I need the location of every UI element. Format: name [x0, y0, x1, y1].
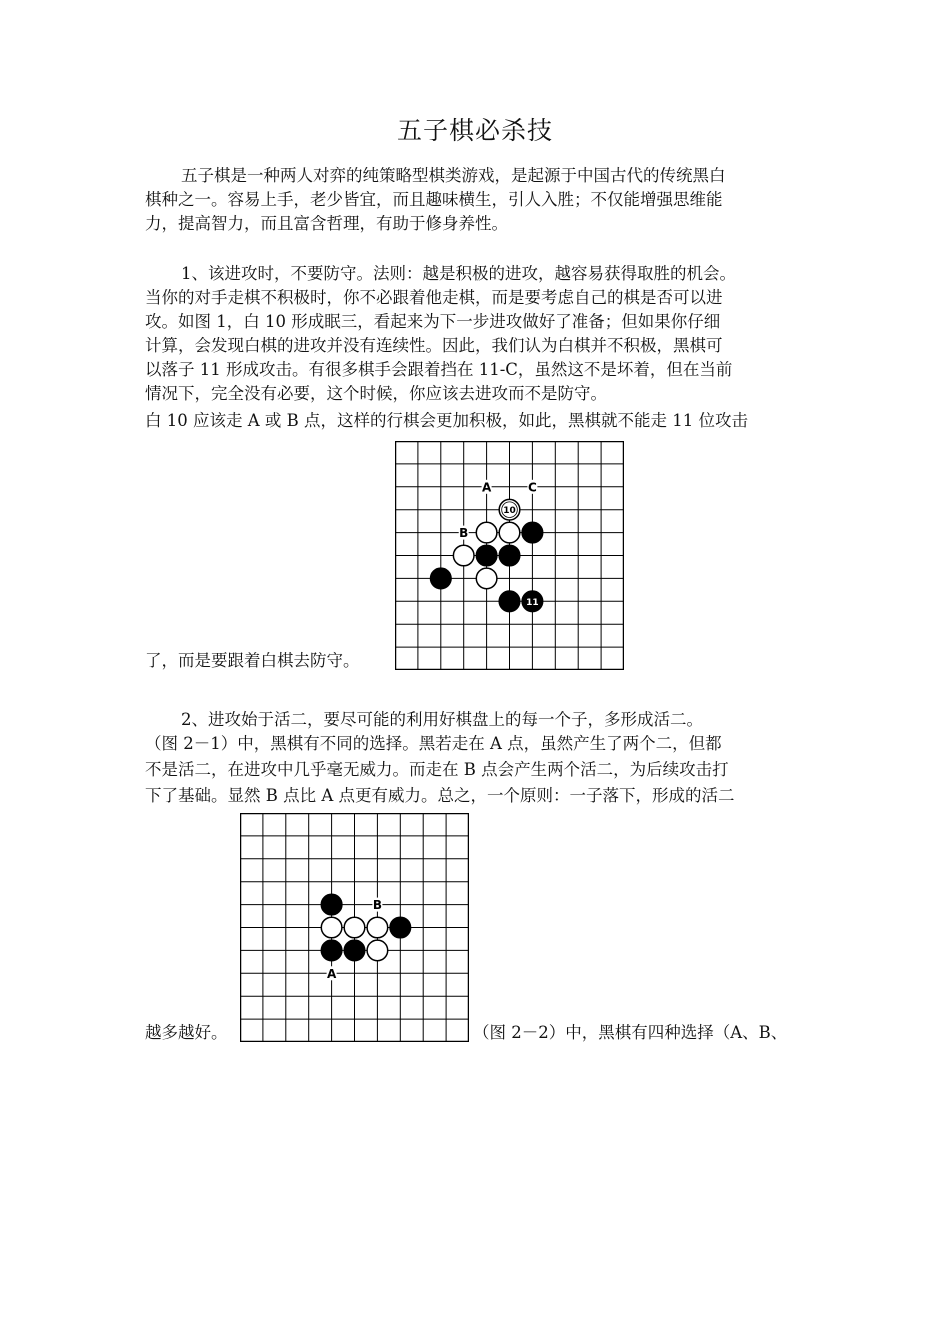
point-mark-c: C	[527, 480, 537, 495]
black-stone	[499, 591, 520, 612]
section1-line-6: 情况下，完全没有必要，这个时候，你应该去进攻而不是防守。	[145, 384, 607, 403]
black-stone	[499, 545, 520, 566]
gomoku-board-figure-2	[240, 813, 469, 1042]
section2-line-6: （图 2－2）中，黑棋有四种选择（A、B、	[473, 1023, 788, 1042]
section2-line-4: 下了基础。显然 B 点比 A 点更有威力。总之，一个原则：一子落下，形成的活二	[145, 786, 735, 805]
document-title: 五子棋必杀技	[396, 116, 553, 145]
black-stone	[476, 545, 497, 566]
intro-line-2: 棋种之一。容易上手，老少皆宜，而且趣味横生，引人入胜；不仅能增强思维能	[145, 190, 723, 209]
board1-svg	[395, 441, 624, 670]
stone-move-number: 10	[503, 506, 516, 517]
section1-line-1: 1、该进攻时，不要防守。法则：越是积极的进攻，越容易获得取胜的机会。	[181, 264, 736, 283]
white-stone	[367, 940, 388, 961]
black-stone	[344, 940, 365, 961]
board2-svg	[240, 813, 469, 1042]
point-mark-b: B	[372, 898, 382, 913]
section1-line-4: 计算，会发现白棋的进攻并没有连续性。因此，我们认为白棋并不积极，黑棋可	[145, 336, 723, 355]
section2-line-5: 越多越好。	[145, 1023, 228, 1042]
gomoku-board-figure-1	[395, 441, 624, 670]
section2-line-3: 不是活二，在进攻中几乎毫无威力。而走在 B 点会产生两个活二，为后续攻击打	[145, 760, 729, 779]
point-mark-a: A	[481, 480, 492, 495]
section1-line-2: 当你的对手走棋不积极时，你不必跟着他走棋，而是要考虑自己的棋是否可以进	[145, 288, 723, 307]
black-stone	[430, 568, 451, 589]
section1-line-7: 白 10 应该走 A 或 B 点，这样的行棋会更加积极，如此，黑棋就不能走 11 位攻击	[145, 411, 748, 430]
white-stone	[476, 568, 497, 589]
white-stone	[476, 522, 497, 543]
section1-line-3: 攻。如图 1，白 10 形成眠三，看起来为下一步进攻做好了准备；但如果你仔细	[145, 312, 721, 331]
intro-line-3: 力，提高智力，而且富含哲理，有助于修身养性。	[145, 214, 508, 233]
point-mark-b: B	[459, 526, 469, 541]
section2-line-2: （图 2－1）中，黑棋有不同的选择。黑若走在 A 点，虽然产生了两个二，但都	[145, 734, 722, 753]
stone-move-number: 11	[526, 597, 539, 608]
black-stone	[522, 522, 543, 543]
intro-line-1: 五子棋是一种两人对弈的纯策略型棋类游戏，是起源于中国古代的传统黑白	[181, 166, 726, 185]
point-mark-a: A	[326, 966, 337, 981]
section1-line-8: 了，而是要跟着白棋去防守。	[145, 651, 360, 670]
white-stone	[321, 917, 342, 938]
white-stone	[367, 917, 388, 938]
black-stone	[321, 940, 342, 961]
section1-line-5: 以落子 11 形成攻击。有很多棋手会跟着挡在 11-C，虽然这不是坏着，但在当前	[145, 360, 733, 379]
white-stone	[344, 917, 365, 938]
black-stone	[390, 917, 411, 938]
black-stone	[321, 894, 342, 915]
section2-line-1: 2、进攻始于活二，要尽可能的利用好棋盘上的每一个子，多形成活二。	[181, 710, 703, 729]
white-stone	[453, 545, 474, 566]
white-stone	[499, 522, 520, 543]
